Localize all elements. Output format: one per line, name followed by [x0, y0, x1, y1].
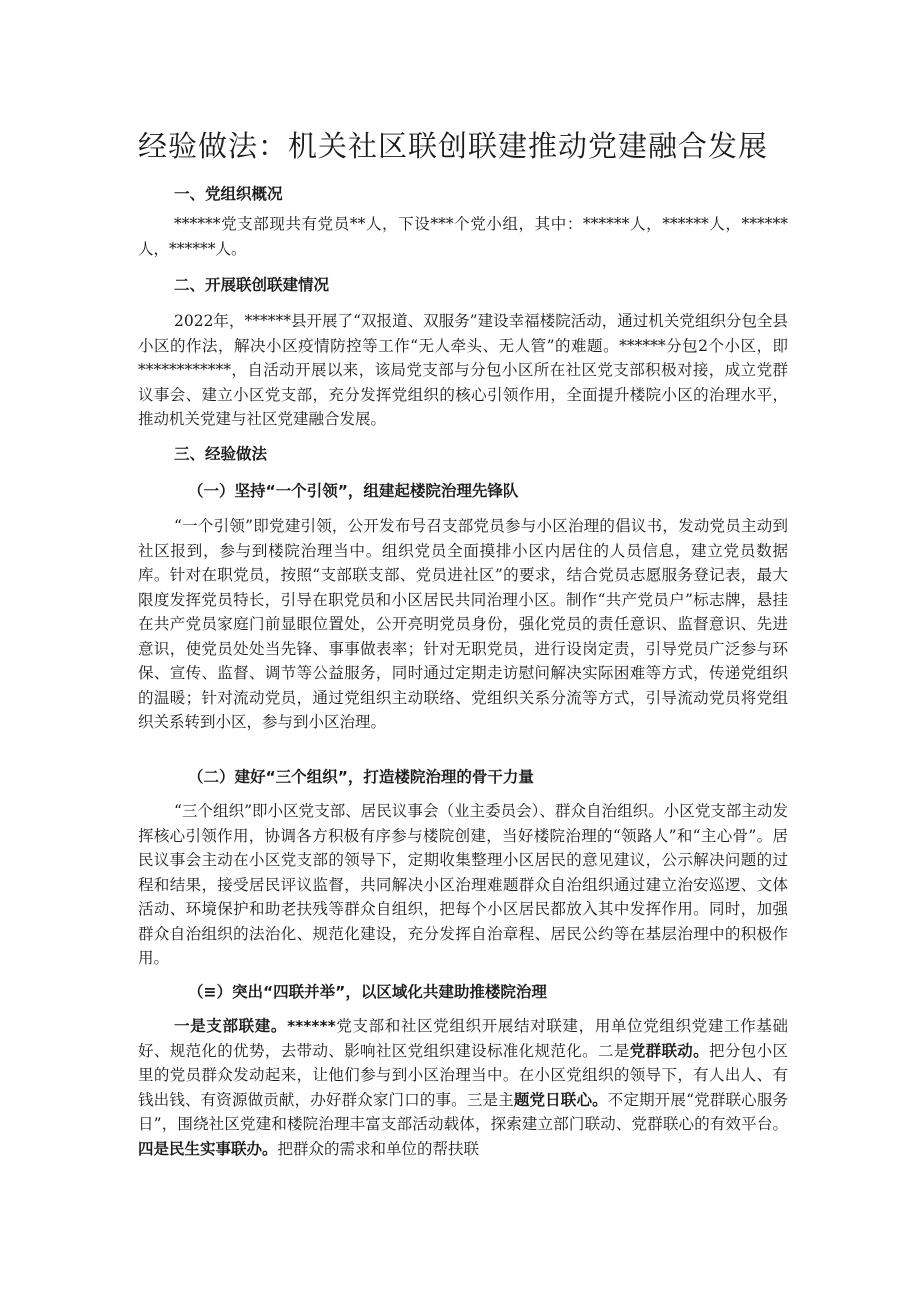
subsection2-paragraph: “三个组织”即小区党支部、居民议事会（业主委员会）、群众自治组织。小区党支部主动发挥核心引领作用，协调各方积极有序参与楼院创建，当好楼院治理的“领路人”和“主心骨”。居民议事会主动在小区党支部的领导下，定期收集整理小区居民的意见建议，公示解决问题的过程和结果，接受居民评议监督，共同解决小区治理难题群众自治组织通过建立治安巡逻、文体活动、环境保护和助老扶残等群众自组织，把每个小区居民都放入其中发挥作用。同时，加强群众自治组织的法治化、规范化建设，充分发挥自治章程、居民公约等在基层治理中的积极作用。: [138, 802, 788, 967]
page-title: 经验做法：机关社区联创联建推动党建融合发展: [138, 129, 769, 163]
text-4: 把群众的需求和单位的帮扶联: [277, 1139, 480, 1158]
section3-heading: 三、经验做法: [174, 445, 268, 463]
section1-paragraph: ******党支部现共有党员**人，下设***个党小组，其中：******人，******人，******人，******人。: [138, 215, 788, 258]
text-2: 把分包小区里的党员群众发动起来，让他们参与到小区治理当中。在小区党组织的领导下，有人出人、有钱出钱、有资源做贡献，办好群众家门口的事。三是主: [138, 1041, 788, 1109]
bold-lead-4: 四是民生实事联办。: [138, 1139, 278, 1158]
subsection3-heading: （≡）突出“四联并举”，以区域化共建助推楼院治理: [188, 983, 547, 1001]
section2-paragraph: 2022年，******县开展了“双报道、双服务”建设幸福楼院活动，通过机关党组织分包全县小区的作法，解决小区疫情防控等工作“无人牵头、无人管”的难题。******分包2个小区，即************，自活动开展以来，该局党支部与分包小区所在社区党支部积极对接，成立党群议事会、建立小区党支部，充分发挥党组织的核心引领作用，全面提升楼院小区的治理水平，推动机关党建与社区党建融合发展。: [138, 312, 788, 428]
bold-lead-2: 党群联动。: [629, 1041, 710, 1060]
subsection1-paragraph: “一个引领”即党建引领，公开发布号召支部党员参与小区治理的倡议书，发动党员主动到社区报到，参与到楼院治理当中。组织党员全面摸排小区内居住的人员信息，建立党员数据库。针对在职党员，按照“支部联支部、党员进社区”的要求，结合党员志愿服务登记表，最大限度发挥党员特长，引导在职党员和小区居民共同治理小区。制作“共产党员户”标志牌，悬挂在共产党员家庭门前显眼位置处，公开亮明党员身份，强化党员的责任意识、监督意识、先进意识，使党员处处当先锋、事事做表率；针对无职党员，进行设岗定责，引导党员广泛参与环保、宣传、监督、调节等公益服务，同时通过定期走访慰问解决实际困难等方式，传递党组织的温暖；针对流动党员，通过党组织主动联络、党组织关系分流等方式，引导流动党员将党组织关系转到小区，参与到小区治理。: [138, 517, 788, 731]
subsection1-heading: （一）坚持“一个引领”，组建起楼院治理先锋队: [188, 482, 519, 500]
text-1: 党支部和社区党组织开展结对联建，用单位党组织党建工作基础好、规范化的优势，去带动、影响社区党组织建设标准化规范化。二是: [138, 1017, 788, 1060]
section1-heading: 一、党组织概况: [174, 185, 283, 203]
bold-lead-3: 题党日联心。: [513, 1090, 608, 1109]
section2-heading: 二、开展联创联建情况: [174, 276, 330, 294]
subsection3-paragraph: [138, 1014, 788, 1161]
bold-lead-1: 一是支部联建。******: [174, 1017, 336, 1035]
subsection2-heading: （二）建好“三个组织”，打造楼院治理的骨干力量: [188, 768, 534, 786]
text-3: 不定期开展“党群联心服务日”，围绕社区党建和楼院治理丰富支部活动载体，探索建立部门联动、党群联心的有效平台。: [138, 1090, 788, 1133]
